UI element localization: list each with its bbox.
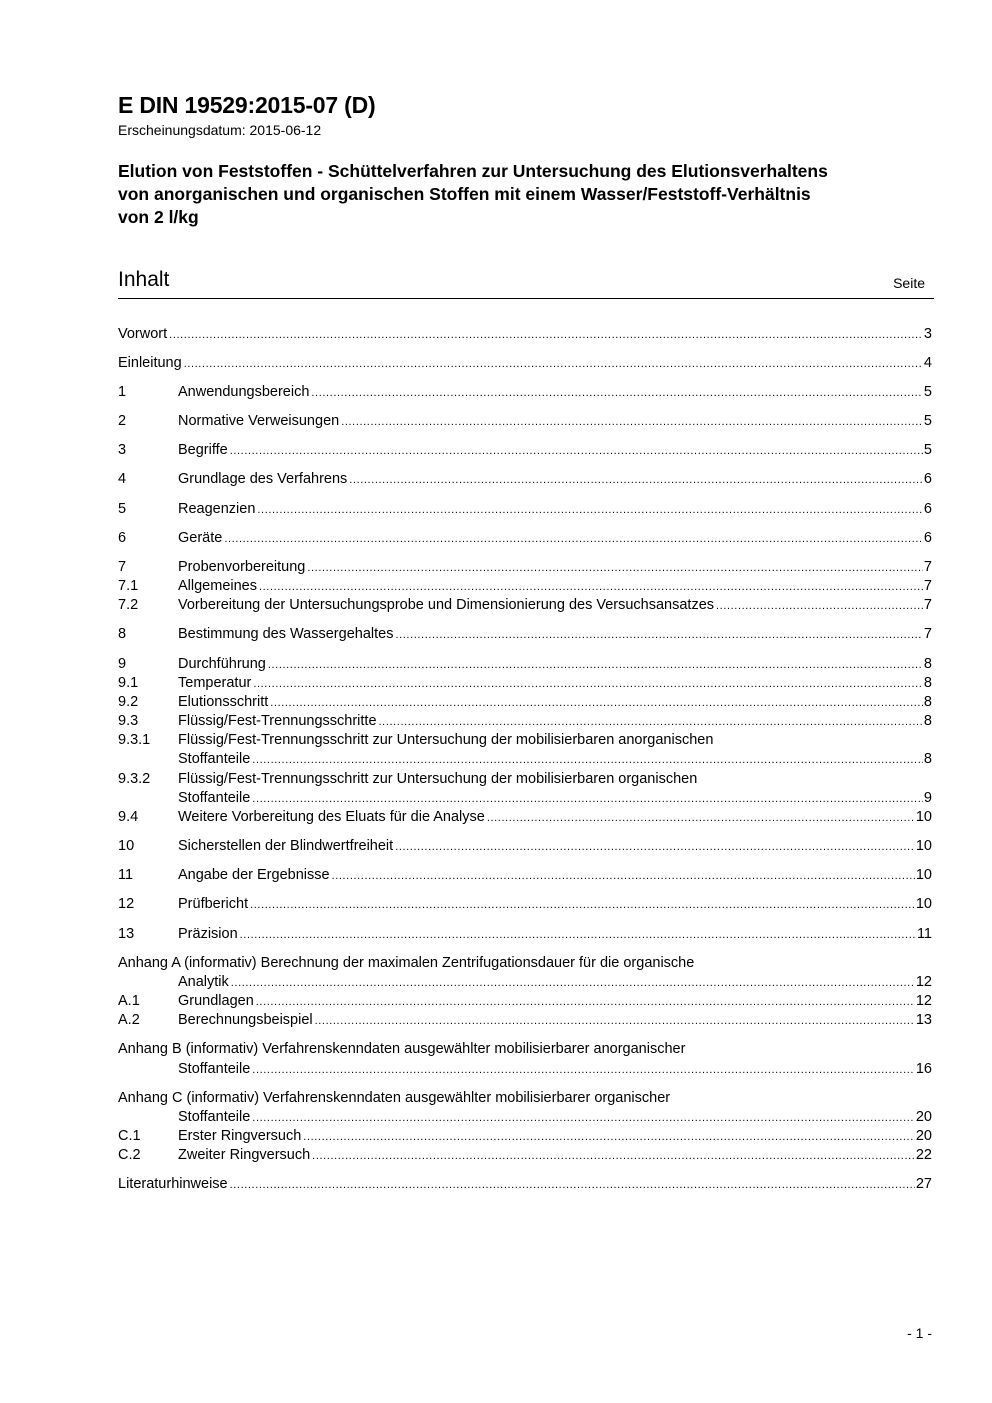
toc-entry-9[interactable] [118,655,932,674]
toc-entry-1[interactable] [118,383,932,402]
toc-leader [252,1109,915,1128]
toc-entry-page: 12 [915,993,932,1009]
document-id: E DIN 19529:2015-07 (D) [118,92,376,118]
toc-entry-page: 20 [915,1109,932,1125]
toc-entry-number: 6 [118,530,127,546]
toc-entry-9-4[interactable] [118,808,932,827]
toc-entry-title: Stoffanteile [178,751,251,767]
toc-entry-a-1[interactable] [118,992,932,1011]
page-number: - 1 - [907,1325,932,1341]
toc-entry-number: 9.1 [118,675,139,691]
toc-entry-title: Vorbereitung der Untersuchungsprobe und Dimensionierung des Versuchsansatzes [178,597,715,613]
toc-leader [307,559,923,578]
toc-entry-number: 9.3 [118,713,139,729]
toc-entry-page: 11 [916,926,932,942]
toc-entry-number: 8 [118,626,127,642]
toc-entry-title: Temperatur [178,675,252,691]
toc-entry-page: 6 [923,501,932,517]
toc-entry-number: 9.2 [118,694,139,710]
toc-leader [341,413,923,432]
toc-entry-9-3-1[interactable] [118,750,932,769]
toc-entry-page: 9 [923,790,932,806]
toc-entry-number: 9.3.1 [118,732,151,748]
toc-entry-literaturhinweise[interactable] [118,1175,932,1194]
toc-entry-number: C.1 [118,1128,141,1144]
toc-entry-page: 8 [923,694,932,710]
toc-entry-title: Allgemeines [178,578,257,594]
toc-leader [169,326,923,345]
toc-entry-page: 7 [923,626,932,642]
toc-entry-a-2[interactable] [118,1011,932,1030]
toc-leader [230,442,923,461]
toc-entry-5[interactable] [118,500,932,519]
toc-entry-number: 1 [118,384,127,400]
toc-page-column-label: Seite [893,275,925,291]
toc-entry-page: 27 [915,1176,932,1192]
document-title [118,160,938,229]
toc-entry-title: Prüfbericht [178,896,249,912]
toc-entry-7-2[interactable] [118,596,932,615]
toc-leader [395,626,922,645]
toc-entry-title: Reagenzien [178,501,256,517]
toc-entry-page: 8 [923,656,932,672]
toc-entry-number: 13 [118,926,135,942]
toc-entry-anhang-a[interactable] [118,973,932,992]
toc-entry-number: 9 [118,656,127,672]
toc-entry-title: Stoffanteile [178,1109,251,1125]
toc-entry-7-1[interactable] [118,577,932,596]
toc-entry-title: Flüssig/Fest-Trennungsschritte [178,713,377,729]
toc-heading [118,268,934,299]
toc-entry-title-first-line: Anhang A (informativ) Berechnung der maximalen Zentrifugationsdauer für die organische [118,955,695,971]
toc-entry-page: 8 [923,713,932,729]
toc-entry-anhang-b[interactable] [118,1060,932,1079]
toc-entry-anhang-b-first-line [118,1040,932,1059]
toc-entry-3[interactable] [118,441,932,460]
toc-entry-page: 10 [915,809,932,825]
toc-entry-page: 4 [923,355,932,371]
toc-leader [315,1012,915,1031]
toc-entry-title-first-line: Flüssig/Fest-Trennungsschritt zur Untersuchung der mobilisierbaren organischen [178,771,698,787]
toc-leader [224,530,923,549]
toc-leader [252,751,923,770]
toc-entry-9-3[interactable] [118,712,932,731]
toc-entry-title: Stoffanteile [178,790,251,806]
toc-entry-title: Durchführung [178,656,266,672]
toc-entry-number: 3 [118,442,127,458]
toc-entry-title: Präzision [178,926,238,942]
toc-entry-10[interactable] [118,837,932,856]
toc-entry-page: 13 [915,1012,932,1028]
toc-entry-13[interactable] [118,925,932,944]
toc-leader [303,1128,915,1147]
toc-entry-page: 6 [923,530,932,546]
toc-entry-page: 10 [915,838,932,854]
toc-entry-title: Vorwort [118,326,168,342]
toc-entry-page: 22 [915,1147,932,1163]
toc-entry-title: Angabe der Ergebnisse [178,867,330,883]
toc-entry-title: Elutionsschritt [178,694,269,710]
toc-entry-title: Probenvorbereitung [178,559,306,575]
toc-entry-page: 7 [923,578,932,594]
toc-entry-number: 12 [118,896,135,912]
toc-leader [256,993,915,1012]
toc-leader [240,926,916,945]
toc-entry-6[interactable] [118,529,932,548]
toc-entry-number: 7 [118,559,127,575]
toc-entry-title: Normative Verweisungen [178,413,340,429]
toc-entry-9-2[interactable] [118,693,932,712]
toc-entry-title-first-line: Flüssig/Fest-Trennungsschritt zur Untersuchung der mobilisierbaren anorganischen [178,732,714,748]
toc-entry-9-3-1-first-line [118,731,932,750]
toc-entry-page: 10 [915,896,932,912]
toc-leader [487,809,915,828]
document-title-line: Elution von Feststoffen - Schüttelverfahren zur Untersuchung des Elutionsverhaltens [118,161,828,181]
toc-entry-number: 10 [118,838,135,854]
toc-leader [252,790,923,809]
toc-entry-anhang-a-first-line [118,954,932,973]
toc-entry-page: 10 [915,867,932,883]
toc-entry-page: 16 [915,1061,932,1077]
toc-entry-page: 7 [923,597,932,613]
toc-entry-title: Bestimmung des Wassergehaltes [178,626,394,642]
toc-entry-4[interactable] [118,470,932,489]
toc-leader [257,501,923,520]
toc-entry-number: 5 [118,501,127,517]
toc-entry-title: Grundlage des Verfahrens [178,471,348,487]
toc-entry-title-first-line: Anhang C (informativ) Verfahrenskenndaten ausgewählter mobilisierbarer organischer [118,1090,671,1106]
toc-leader [259,578,923,597]
toc-leader [252,1061,915,1080]
toc-entry-title: Stoffanteile [178,1061,251,1077]
toc-entry-title: Geräte [178,530,223,546]
toc-entry-2[interactable] [118,412,932,431]
toc-entry-page: 8 [923,675,932,691]
toc-leader [716,597,923,616]
toc-entry-page: 3 [923,326,932,342]
toc-entry-12[interactable] [118,895,932,914]
document-title-line: von anorganischen und organischen Stoffen mit einem Wasser/Feststoff-Verhältnis [118,184,811,204]
toc-leader [253,675,923,694]
toc-entry-title: Sicherstellen der Blindwertfreiheit [178,838,394,854]
toc-entry-page: 12 [915,974,932,990]
toc-entry-title: Analytik [178,974,229,990]
toc-leader [379,713,923,732]
toc-entry-title: Zweiter Ringversuch [178,1147,311,1163]
toc-entry-title: Literaturhinweise [118,1176,228,1192]
toc-leader [332,867,915,886]
toc-leader [349,471,923,490]
toc-entry-page: 5 [923,384,932,400]
toc-entry-7[interactable] [118,558,932,577]
toc-leader [231,974,915,993]
toc-entry-11[interactable] [118,866,932,885]
toc-entry-9-3-2-first-line [118,770,932,789]
toc-entry-page: 7 [923,559,932,575]
toc-leader [268,656,923,675]
toc-entry-title: Anwendungsbereich [178,384,310,400]
toc-entry-number: A.2 [118,1012,140,1028]
toc-entry-title-first-line: Anhang B (informativ) Verfahrenskenndaten ausgewählter mobilisierbarer anorganischer [118,1041,686,1057]
toc-leader [184,355,923,374]
toc-entry-number: 7.2 [118,597,139,613]
toc-entry-9-1[interactable] [118,674,932,693]
toc-entry-anhang-c[interactable] [118,1108,932,1127]
publication-date: Erscheinungsdatum: 2015-06-12 [118,122,322,138]
toc-leader [250,896,915,915]
toc-entry-number: 9.3.2 [118,771,151,787]
toc-leader [230,1176,915,1195]
toc-entry-title: Weitere Vorbereitung des Eluats für die Analyse [178,809,485,825]
document-title-line: von 2 l/kg [118,207,199,227]
toc-entry-einleitung[interactable] [118,354,932,373]
toc-entry-number: 2 [118,413,127,429]
toc-entry-c-2[interactable] [118,1146,932,1165]
toc-entry-number: 4 [118,471,127,487]
toc-entry-number: C.2 [118,1147,141,1163]
toc-leader [270,694,923,713]
toc-entry-title: Grundlagen [178,993,254,1009]
toc-entry-number: 9.4 [118,809,139,825]
toc-entry-title: Berechnungsbeispiel [178,1012,313,1028]
toc-entry-page: 6 [923,471,932,487]
toc-entry-anhang-c-first-line [118,1089,932,1108]
toc-entry-page: 5 [923,442,932,458]
toc-entry-number: 11 [118,867,134,883]
toc-leader [311,384,923,403]
toc-entry-page: 5 [923,413,932,429]
toc-title: Inhalt [118,268,170,291]
toc-entry-9-3-2[interactable] [118,789,932,808]
toc-leader [395,838,915,857]
toc-entry-title: Einleitung [118,355,182,371]
toc-entry-8[interactable] [118,625,932,644]
toc-entry-title: Begriffe [178,442,228,458]
toc-entry-title: Erster Ringversuch [178,1128,302,1144]
toc-entry-number: 7.1 [118,578,139,594]
toc-entry-c-1[interactable] [118,1127,932,1146]
toc-leader [312,1147,915,1166]
toc-entry-page: 20 [915,1128,932,1144]
toc-entry-vorwort[interactable] [118,325,932,344]
toc-entry-number: A.1 [118,993,140,1009]
toc-entry-page: 8 [923,751,932,767]
